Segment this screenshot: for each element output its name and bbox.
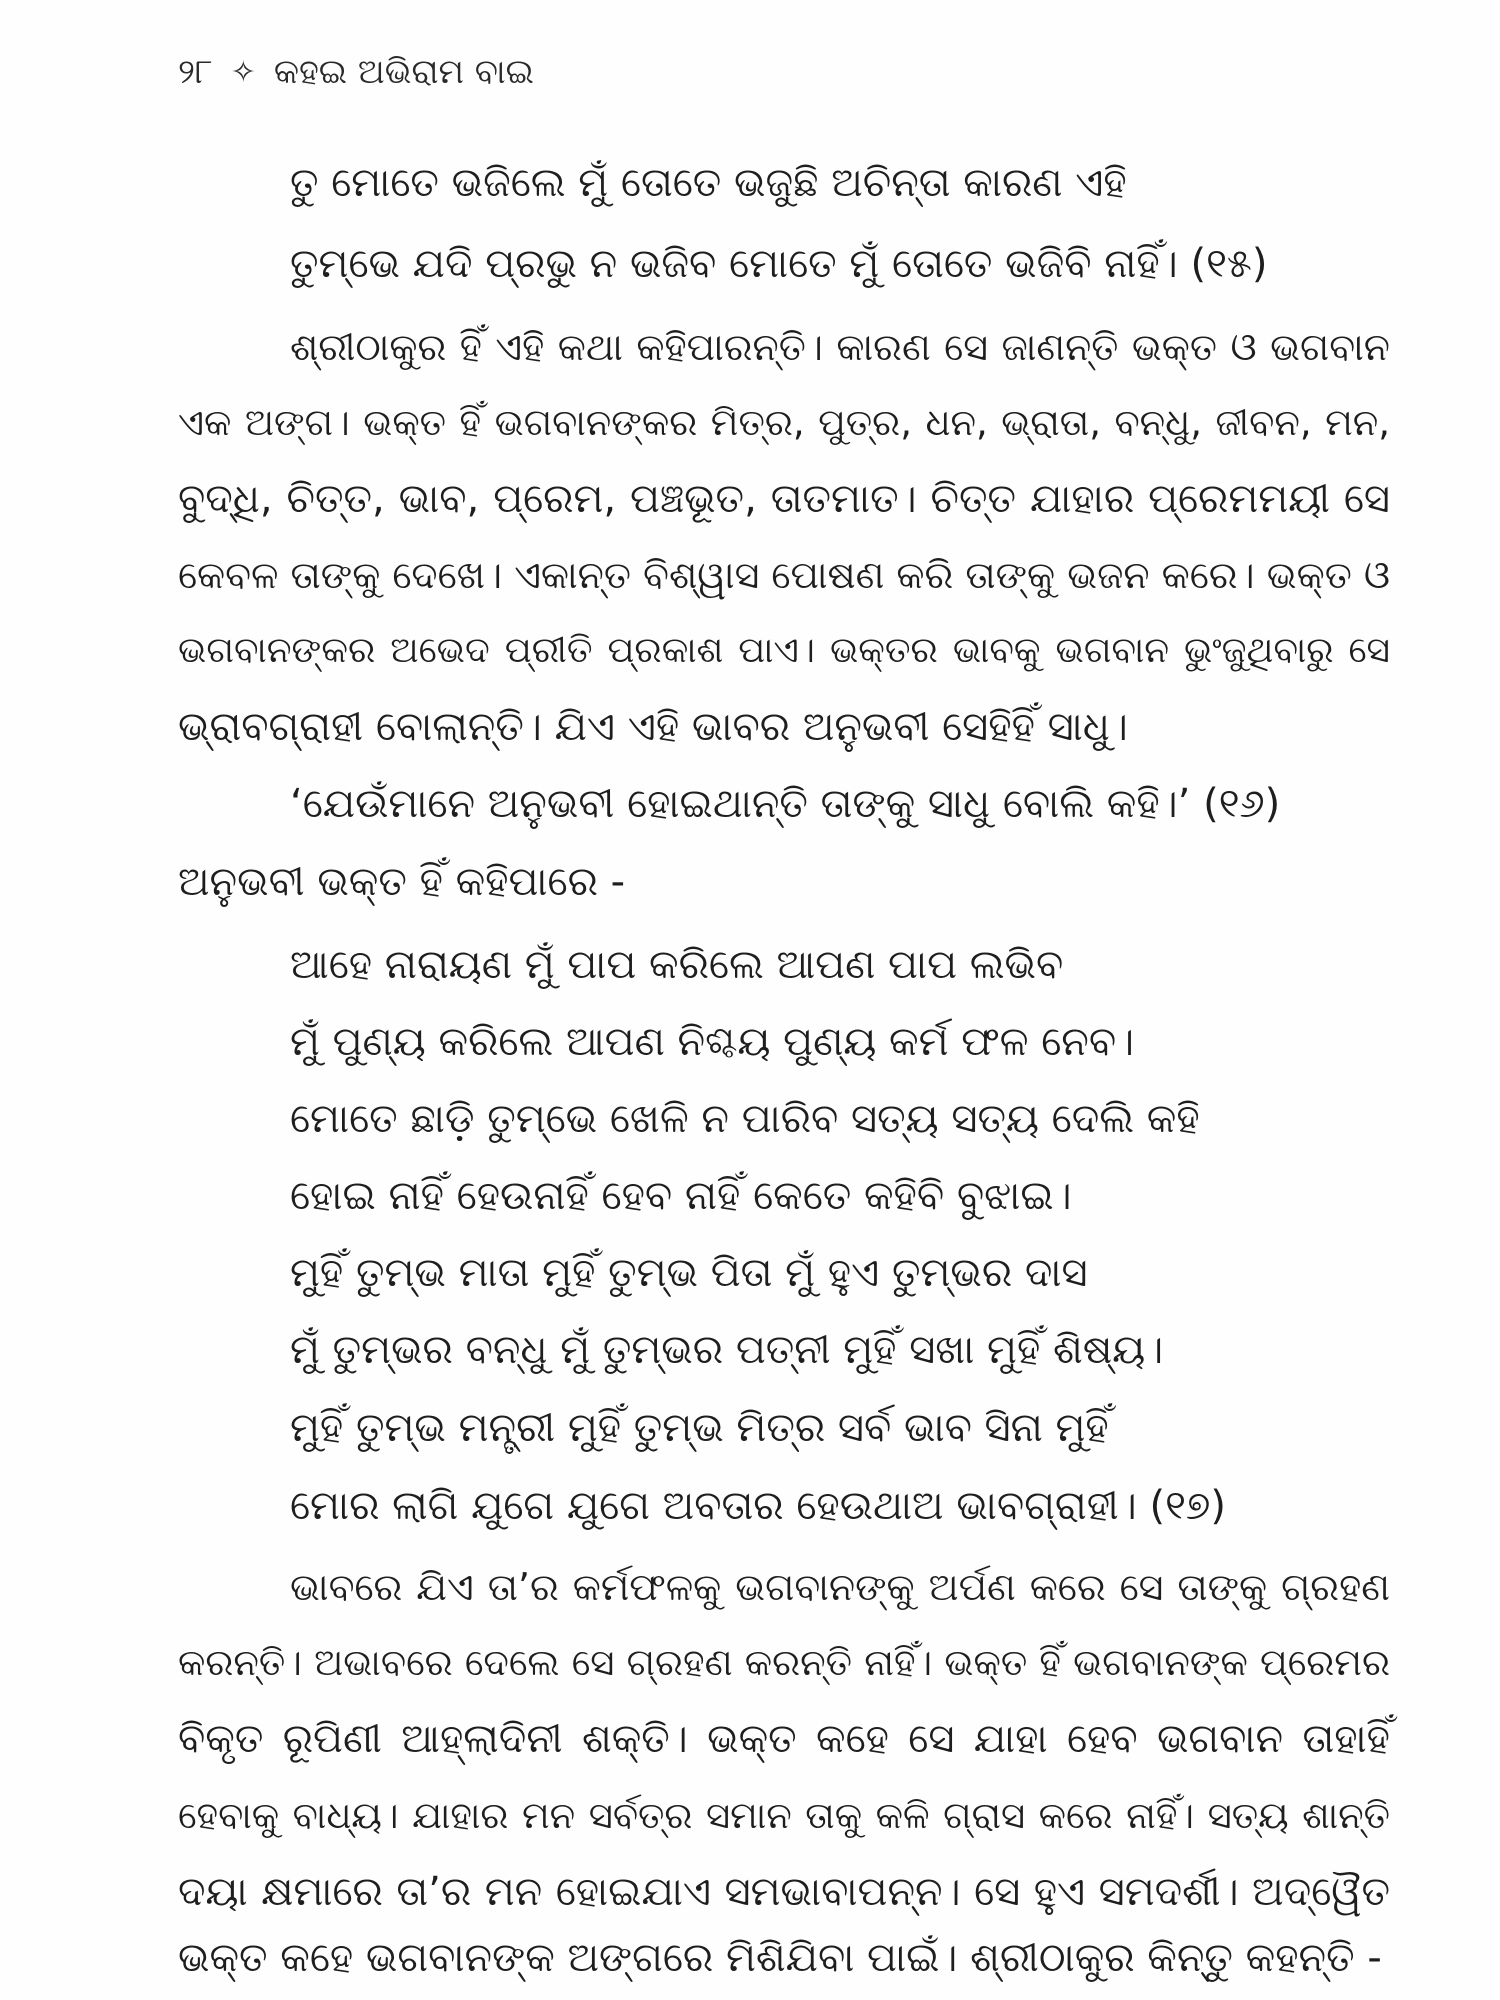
verse-line: ତୁମ୍ଭେ ଯଦି ପ୍ରଭୁ ନ ଭଜିବ ମୋତେ ମୁଁ ତୋତେ ଭଜିବି ନାହିଁ। (୧୫) [290, 241, 1268, 287]
paragraph-line: ଦୟା କ୍ଷମାରେ ତା’ର ମନ ହୋଇଯାଏ ସମଭାବାପନ୍ନ। ସେ ହୁଏ ସମଦର୍ଶୀ। ଅଦ୍ୱୈତ [178, 1869, 1390, 1915]
paragraph-line: କେବଳ ତାଙ୍କୁ ଦେଖେ। ଏକାନ୍ତ ବିଶ୍ୱାସ ପୋଷଣ କରି ତାଙ୍କୁ ଭଜନ କରେ। ଭକ୍ତ ଓ [178, 553, 1391, 597]
verse-line: ମୁଁ ତୁମ୍ଭର ବନ୍ଧୁ ମୁଁ ତୁମ୍ଭର ପତ୍ନୀ ମୁହିଁ ସଖା ମୁହିଁ ଶିଷ୍ୟ। [290, 1327, 1164, 1373]
verse-line: ମୁଁ ପୁଣ୍ୟ କରିଲେ ଆପଣ ନିଶ୍ଚୟ ପୁଣ୍ୟ କର୍ମ ଫଳ ନେବ। [290, 1019, 1135, 1065]
paragraph-line: ବିକୃତ ରୂପିଣୀ ଆହ୍ଲାଦିନୀ ଶକ୍ତି। ଭକ୍ତ କହେ ସେ ଯାହା ହେବ ଭଗବାନ ତାହାହିଁ [178, 1716, 1390, 1762]
paragraph-line: ଶ୍ରୀଠାକୁର ହିଁ ଏହି କଥା କହିପାରନ୍ତି। କାରଣ ସେ ଜାଣନ୍ତି ଭକ୍ତ ଓ ଭଗବାନ [290, 325, 1390, 369]
paragraph-line: ଭ୍ରାବଗ୍ରାହୀ ବୋଲାନ୍ତି। ଯିଏ ଏହି ଭାବର ଅନୁଭବୀ ସେହିହିଁ ସାଧୁ। [178, 704, 1128, 750]
quote-line: ‘ଯେଉଁମାନେ ଅନୁଭବୀ ହୋଇଥାନ୍ତି ତାଙ୍କୁ ସାଧୁ ବୋଲି କହି।’ (୧୬) [290, 781, 1281, 827]
verse-line: ଆହେ ନାରାୟଣ ମୁଁ ପାପ କରିଲେ ଆପଣ ପାପ ଲଭିବ [290, 942, 1064, 988]
verse-line: ମୁହିଁ ତୁମ୍ଭ ମାତା ମୁହିଁ ତୁମ୍ଭ ପିତା ମୁଁ ହୁଏ ତୁମ୍ଭର ଦାସ [290, 1250, 1088, 1296]
verse-line: ମୋତେ ଛାଡ଼ି ତୁମ୍ଭେ ଖେଳି ନ ପାରିବ ସତ୍ୟ ସତ୍ୟ ଦେଲି କହି [290, 1096, 1200, 1142]
paragraph-line: ଭକ୍ତ କହେ ଭଗବାନଙ୍କ ଅଙ୍ଗରେ ମିଶିଯିବା ପାଇଁ। ଶ୍ରୀଠାକୁର କିନ୍ତୁ କହନ୍ତି - [178, 1935, 1382, 1981]
verse-line: ହୋଇ ନାହିଁ ହେଉନାହିଁ ହେବ ନାହିଁ କେତେ କହିବି ବୁଝାଇ। [290, 1173, 1072, 1219]
separator-star-icon: ✧ [230, 54, 256, 90]
verse-line: ତୁ ମୋତେ ଭଜିଲେ ମୁଁ ତୋତେ ଭଜୁଛି ଅଚିନ୍ତା କାରଣ ଏହି [290, 160, 1127, 206]
paragraph-line: ବୁଦ୍ଧି, ଚିତ୍ତ, ଭାବ, ପ୍ରେମ, ପଞ୍ଚଭୂତ, ତାତମାତ। ଚିତ୍ତ ଯାହାର ପ୍ରେମମୟୀ ସେ [178, 476, 1390, 522]
page-number: ୨୮ [178, 52, 213, 92]
paragraph-line: ଭାବରେ ଯିଏ ତା’ର କର୍ମଫଳକୁ ଭଗବାନଙ୍କୁ ଅର୍ପଣ କରେ ସେ ତାଙ୍କୁ ଗ୍ରହଣ [290, 1565, 1390, 1609]
book-title: କହଇ ଅଭିରାମ ବାଇ [273, 52, 534, 92]
paragraph-line: କରନ୍ତି। ଅଭାବରେ ଦେଲେ ସେ ଗ୍ରହଣ କରନ୍ତି ନାହିଁ। ଭକ୍ତ ହିଁ ଭଗବାନଙ୍କ ପ୍ରେମର [178, 1641, 1390, 1684]
paragraph-line: ଭଗବାନଙ୍କର ଅଭେଦ ପ୍ରୀତି ପ୍ରକାଶ ପାଏ। ଭକ୍ତର ଭାବକୁ ଭଗବାନ ଭୁଂଜୁଥିବାରୁ ସେ [178, 630, 1390, 671]
verse-line: ମୋର ଲାଗି ଯୁଗେ ଯୁଗେ ଅବତାର ହେଉଥାଅ ଭାବଗ୍ରାହୀ। (୧୭) [290, 1483, 1227, 1529]
intro-line: ଅନୁଭବୀ ଭକ୍ତ ହିଁ କହିପାରେ - [178, 859, 626, 905]
verse-line: ମୁହିଁ ତୁମ୍ଭ ମନ୍ତ୍ରୀ ମୁହିଁ ତୁମ୍ଭ ମିତ୍ର ସର୍ବ ଭାବ ସିନା ମୁହିଁ [290, 1405, 1109, 1451]
running-header [178, 42, 534, 102]
paragraph-line: ଏକ ଅଙ୍ଗ। ଭକ୍ତ ହିଁ ଭଗବାନଙ୍କର ମିତ୍ର, ପୁତ୍ର, ଧନ, ଭ୍ରାତା, ବନ୍ଧୁ, ଜୀବନ, ମନ, [178, 401, 1390, 444]
paragraph-line: ହେବାକୁ ବାଧ୍ୟ। ଯାହାର ମନ ସର୍ବତ୍ର ସମାନ ତାକୁ କଳି ଗ୍ରାସ କରେ ନାହିଁ। ସତ୍ୟ ଶାନ୍ତି [178, 1794, 1390, 1837]
